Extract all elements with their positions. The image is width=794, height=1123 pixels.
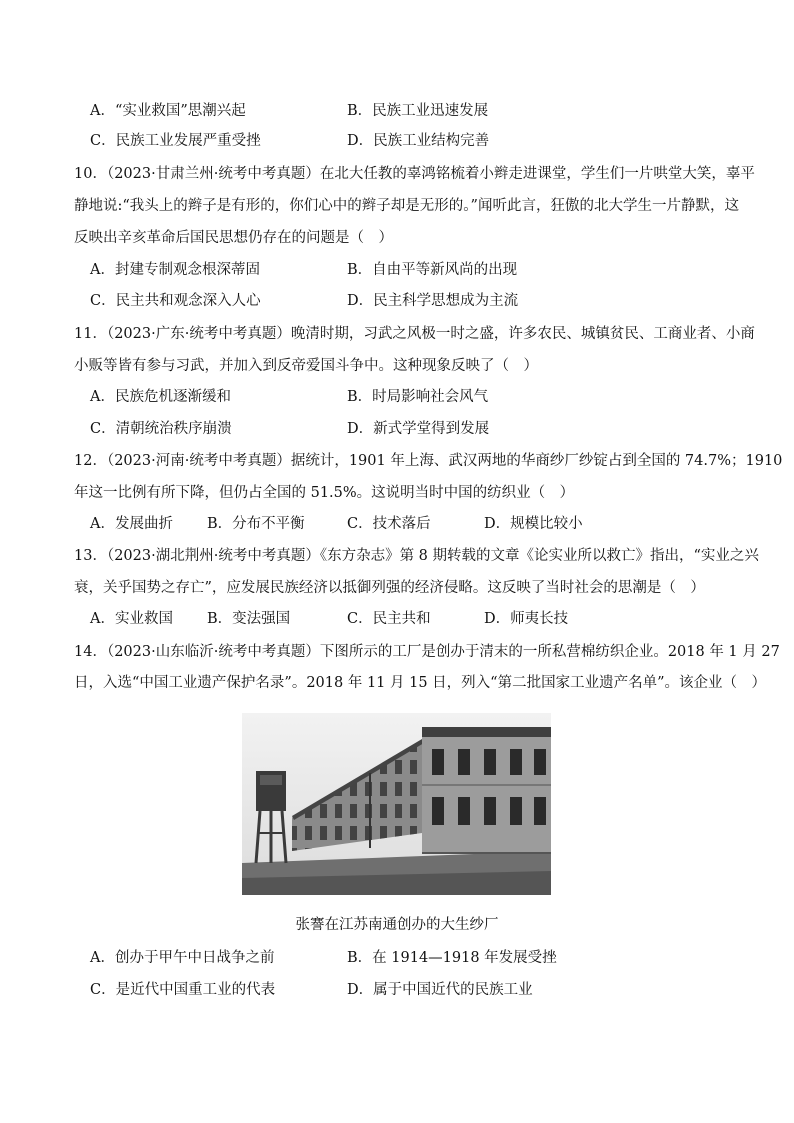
q10-option-b[interactable]: B．自由平等新风尚的出现: [347, 262, 518, 278]
q9-option-d[interactable]: D．民族工业结构完善: [347, 133, 490, 149]
q14-stem-line-2: 日，入选“中国工业遗产保护名录”。2018 年 11 月 15 日，列入“第二批国家工业遗产名单”。该企业（ ）: [74, 675, 766, 691]
q13-stem-line-1: 13．（2023·湖北荆州·统考中考真题）《东方杂志》第 8 期转载的文章《论实业所以救亡》指出，“实业之兴: [74, 548, 759, 564]
factory-photo-caption: 张謇在江苏南通创办的大生纱厂: [295, 917, 499, 933]
q10-option-a[interactable]: A．封建专制观念根深蒂固: [90, 262, 260, 278]
q13-option-b[interactable]: B．变法强国: [207, 611, 291, 627]
q9-option-c[interactable]: C．民族工业发展严重受挫: [90, 133, 261, 149]
q14-option-b[interactable]: B．在 1914—1918 年发展受挫: [347, 950, 557, 966]
q12-option-a[interactable]: A．发展曲折: [90, 516, 173, 532]
q11-option-a[interactable]: A．民族危机逐渐缓和: [90, 389, 231, 405]
q11-option-b[interactable]: B．时局影响社会风气: [347, 389, 489, 405]
q9-option-b[interactable]: B．民族工业迅速发展: [347, 103, 489, 119]
q12-stem-line-1: 12．（2023·河南·统考中考真题）据统计，1901 年上海、武汉两地的华商纱厂纱锭占到全国的 74.7%；1910: [74, 453, 783, 469]
q14-stem-line-1: 14．（2023·山东临沂·统考中考真题）下图所示的工厂是创办于清末的一所私营棉纺织企业。2018 年 1 月 27: [74, 644, 780, 660]
q14-option-a[interactable]: A．创办于甲午中日战争之前: [90, 950, 275, 966]
q9-option-a[interactable]: A．“实业救国”思潮兴起: [90, 103, 246, 119]
q12-stem-line-2: 年这一比例有所下降，但仍占全国的 51.5%。这说明当时中国的纺织业（ ）: [74, 485, 575, 501]
q13-stem-line-2: 衰，关乎国势之存亡”，应发展民族经济以抵御列强的经济侵略。这反映了当时社会的思潮是（ ）: [74, 580, 705, 596]
q13-option-c[interactable]: C．民主共和: [347, 611, 431, 627]
q11-stem-line-2: 小贩等皆有参与习武，并加入到反帝爱国斗争中。这种现象反映了（ ）: [74, 358, 538, 374]
q11-stem-line-1: 11．（2023·广东·统考中考真题）晚清时期，习武之风极一时之盛，许多农民、城镇贫民、工商业者、小商: [74, 326, 755, 342]
q13-option-d[interactable]: D．师夷长技: [484, 611, 569, 627]
q10-stem-line-1: 10．（2023·甘肃兰州·统考中考真题）在北大任教的辜鸿铭梳着小辫走进课堂，学生们一片哄堂大笑，辜平: [74, 166, 755, 182]
q13-option-a[interactable]: A．实业救国: [90, 611, 173, 627]
q12-option-d[interactable]: D．规模比较小: [484, 516, 583, 532]
q10-option-c[interactable]: C．民主共和观念深入人心: [90, 293, 261, 309]
q11-option-d[interactable]: D．新式学堂得到发展: [347, 421, 490, 437]
q14-option-c[interactable]: C．是近代中国重工业的代表: [90, 982, 276, 998]
q14-option-d[interactable]: D．属于中国近代的民族工业: [347, 982, 533, 998]
factory-photo: [242, 713, 551, 895]
q10-stem-line-3: 反映出辛亥革命后国民思想仍存在的问题是（ ）: [74, 230, 393, 246]
q10-stem-line-2: 静地说:“我头上的辫子是有形的，你们心中的辫子却是无形的。”闻听此言，狂傲的北大学生一片静默，这: [74, 198, 739, 214]
q11-option-c[interactable]: C．清朝统治秩序崩溃: [90, 421, 232, 437]
q10-option-d[interactable]: D．民主科学思想成为主流: [347, 293, 519, 309]
q12-option-c[interactable]: C．技术落后: [347, 516, 431, 532]
q12-option-b[interactable]: B．分布不平衡: [207, 516, 305, 532]
